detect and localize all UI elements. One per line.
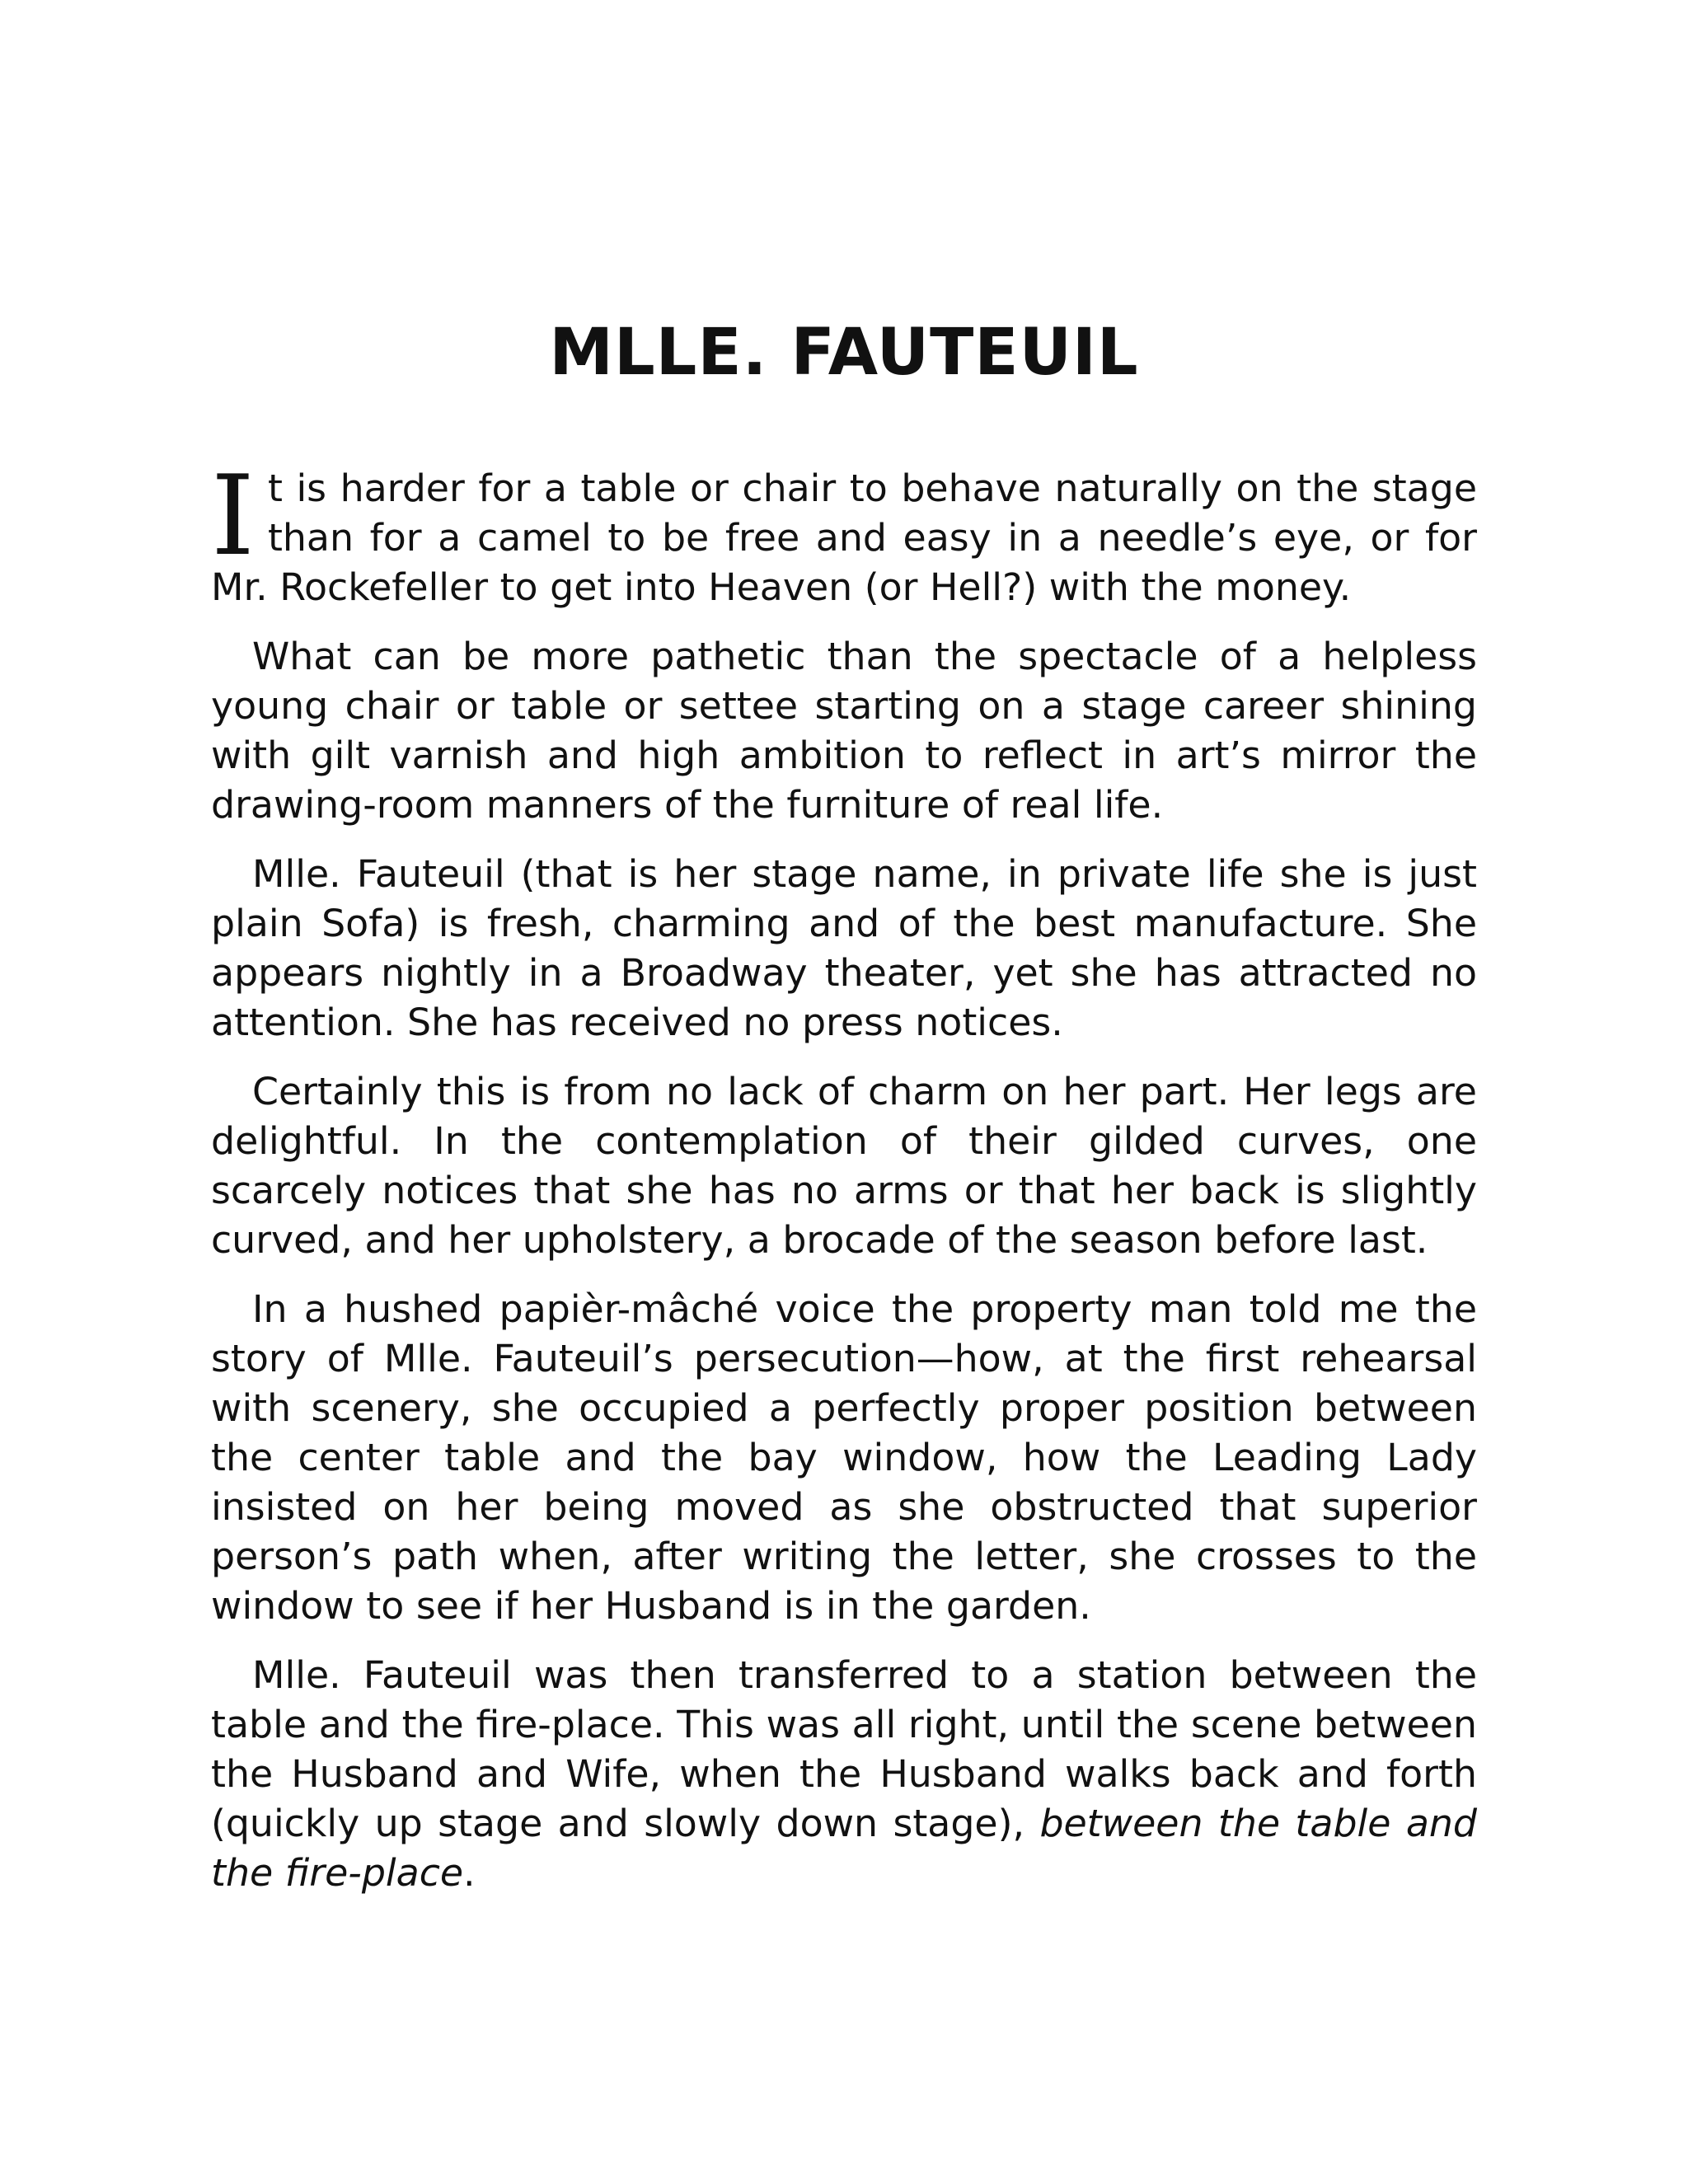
paragraph-1 [211, 452, 1477, 612]
paragraph-1-text: t is harder for a table or chair to behave naturally on the stage than for a camel to be free and easy in a needle’s eye, or for Mr. Rockefeller to get into Heaven (or Hell?) with the money. [211, 466, 1477, 609]
paragraph-6 [211, 1650, 1477, 1897]
paragraph-3: Mlle. Fauteuil (that is her stage name, in private life she is just plain Sofa) is fresh, charming and of the best manufacture. She appears nightly in a Broadway theater, yet she has attracted no attention. She has received no press notices. [211, 851, 1477, 1044]
chapter-title: MLLE. FAUTEUIL [549, 316, 1139, 390]
paragraph-2: What can be more pathetic than the spectacle of a helpless young chair or table or settee starting on a stage career shining with gilt varnish and high ambition to reflect in art’s mirror the drawing-room manners of the furniture of real life. [211, 634, 1477, 827]
chapter-body [211, 452, 1477, 1917]
paragraph-6-italic-phrase: between the table and the fire-place [211, 1801, 1477, 1895]
paragraph-5: In a hushed papièr-mâché voice the property man told me the story of Mlle. Fauteuil’s persecution—how, at the first rehearsal with scenery, she occupied a perfectly proper position between the center table and the bay window, how the Leading Lady insisted on her being moved as she obstructed that superior person’s path when, after writing the letter, she crosses to the window to see if her Husband is in the garden. [211, 1286, 1477, 1628]
paragraph-6-end: . [463, 1850, 476, 1895]
paragraph-6-text: Mlle. Fauteuil was then transferred to a station between the table and the fire-place. This was all right, until the scene between the Husband and Wife, when the Husband walks back and forth (quickly up stage and slowly down stage), [211, 1652, 1477, 1845]
drop-cap-letter: I [211, 452, 255, 580]
paragraph-4: Certainly this is from no lack of charm on her part. Her legs are delightful. In the contemplation of their gilded curves, one scarcely notices that she has no arms or that her back is slightly curved, and her upholstery, a brocade of the season before last. [211, 1069, 1477, 1262]
